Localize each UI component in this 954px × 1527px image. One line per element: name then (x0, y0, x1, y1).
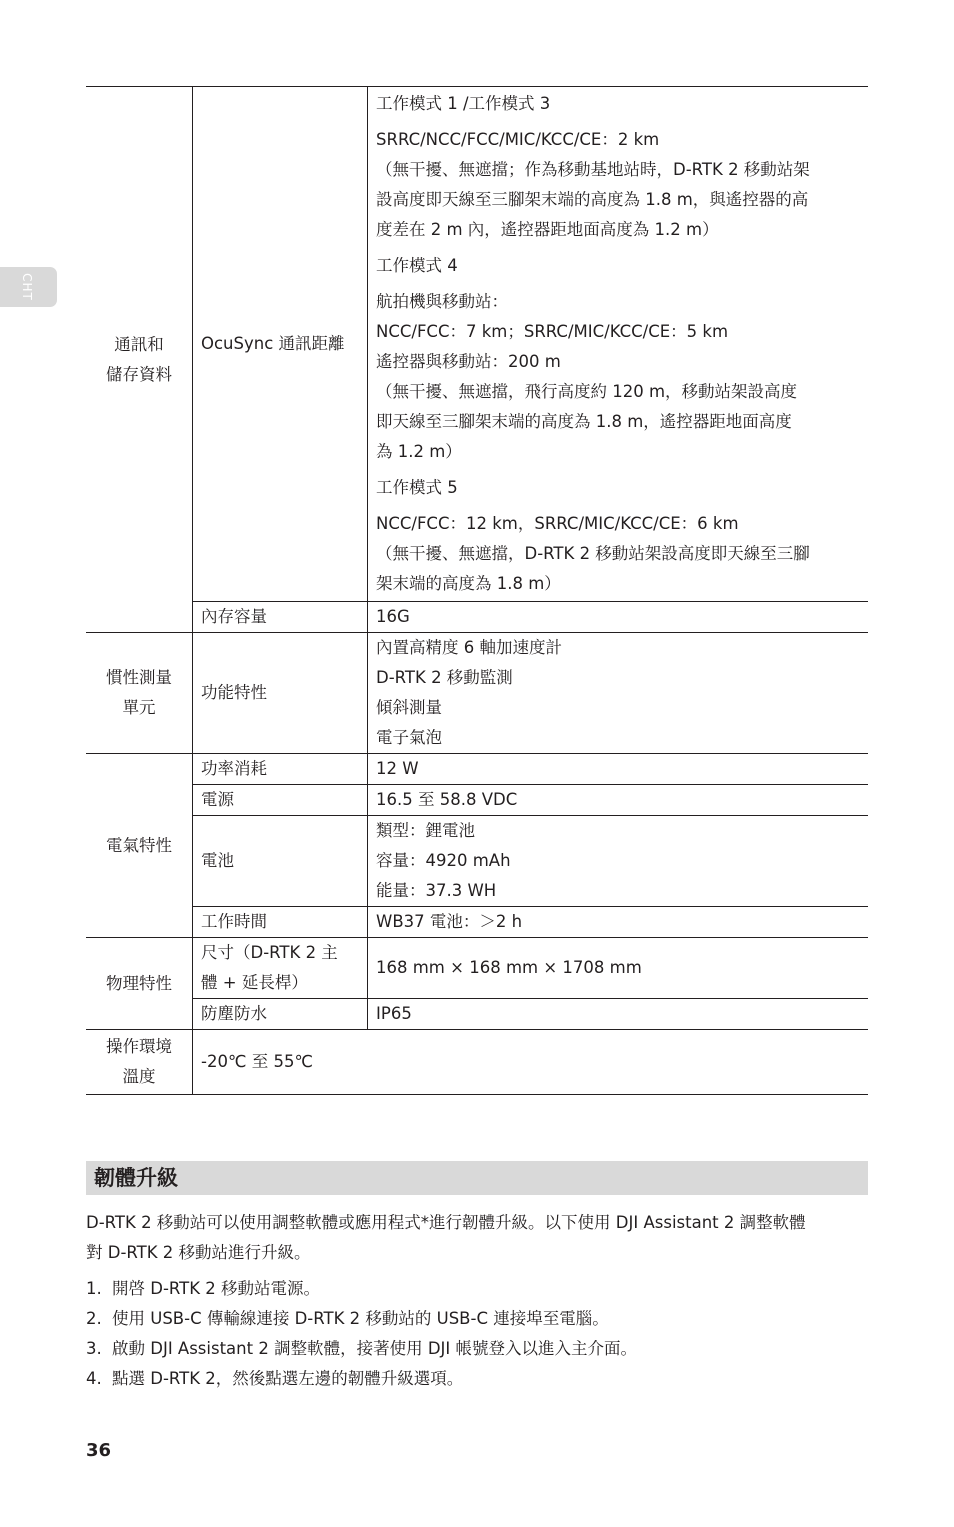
supply-value: 16.5 至 58.8 VDC (368, 785, 869, 816)
power-label: 功率消耗 (193, 754, 368, 785)
list-item: 1. 開啓 D-RTK 2 移動站電源。 (86, 1279, 321, 1298)
category-imu: 慣性測量 單元 (86, 633, 193, 754)
category-physical: 物理特性 (86, 938, 193, 1030)
list-item: 2. 使用 USB-C 傳輸線連接 D-RTK 2 移動站的 USB-C 連接埠至電腦。 (86, 1309, 609, 1328)
section-header (86, 1161, 868, 1195)
table-row (86, 938, 868, 999)
table-row (86, 602, 868, 633)
size-value: 168 mm × 168 mm × 1708 mm (368, 938, 869, 999)
table-row (86, 87, 868, 602)
page-number: 36 (86, 1440, 112, 1461)
battery-label: 電池 (193, 816, 368, 907)
table-row (86, 754, 868, 785)
category-env: 操作環境 溫度 (86, 1030, 193, 1095)
list-item: 4. 點選 D-RTK 2，然後點選左邊的韌體升級選項。 (86, 1369, 464, 1388)
imu-feature-list: 內置高精度 6 軸加速度計 D-RTK 2 移動監測 傾斜測量 電子氣泡 (368, 633, 869, 754)
list-item: 3. 啟動 DJI Assistant 2 調整軟體，接著使用 DJI 帳號登入以進入主介面。 (86, 1339, 638, 1358)
step-list (86, 1274, 876, 1394)
intro-paragraph: D-RTK 2 移動站可以使用調整軟體或應用程式*進行韌體升級。以下使用 DJI Assistant 2 調整軟體 對 D-RTK 2 移動站進行升級。 (86, 1213, 806, 1262)
ocusync-value: 工作模式 1 /工作模式 3 SRRC/NCC/FCC/MIC/KCC/CE：2 km （無干擾、無遮擋；作為移動基地站時，D-RTK 2 移動站架 設高度即天線至三腳架末端的高度為 1.8 m，與遙控器的高 度差在 2 m 內，遙控器距地面高度為 1.2 m） 工作模式 4 航拍機與移動站： NCC/FCC：7 km；SRRC/MIC/KCC/CE：5 km 遙控器與移動站：200 m （無干擾、無遮擋，飛行高度約 120 m，移動站架設高度 即天線至三腳架末端的高度為 1.8 m，遙控器距地面高度 為 1.2 m） 工作模式 5 NCC/FCC：12 km，SRRC/MIC/KCC/CE：6 km （無干擾、無遮擋，D-RTK 2 移動站架設高度即天線至三腳 架末端的高度為 1.8 m） (368, 87, 869, 602)
size-label: 尺寸（D-RTK 2 主 體 + 延長桿） (193, 938, 368, 999)
table-row (86, 785, 868, 816)
table-row (86, 999, 868, 1030)
spec-table (86, 86, 868, 1095)
storage-value: 16G (368, 602, 869, 633)
supply-label: 電源 (193, 785, 368, 816)
runtime-value: WB37 電池：＞2 h (368, 907, 869, 938)
category-electrical: 電氣特性 (86, 754, 193, 938)
section-title: 韌體升級 (94, 1166, 178, 1190)
ip-value: IP65 (368, 999, 869, 1030)
table-row (86, 907, 868, 938)
table-row (86, 1030, 868, 1095)
ocusync-label: OcuSync 通訊距離 (193, 87, 368, 602)
table-row (86, 816, 868, 907)
language-tab-label: CHT (20, 273, 34, 301)
storage-label: 內存容量 (193, 602, 368, 633)
runtime-label: 工作時間 (193, 907, 368, 938)
env-value: -20℃ 至 55℃ (193, 1030, 869, 1095)
battery-value: 類型：鋰電池 容量：4920 mAh 能量：37.3 WH (368, 816, 869, 907)
ip-label: 防塵防水 (193, 999, 368, 1030)
language-tab (0, 267, 57, 307)
table-row (86, 633, 868, 754)
imu-feature-label: 功能特性 (193, 633, 368, 754)
category-comm: 通訊和 儲存資料 (86, 87, 193, 633)
power-value: 12 W (368, 754, 869, 785)
